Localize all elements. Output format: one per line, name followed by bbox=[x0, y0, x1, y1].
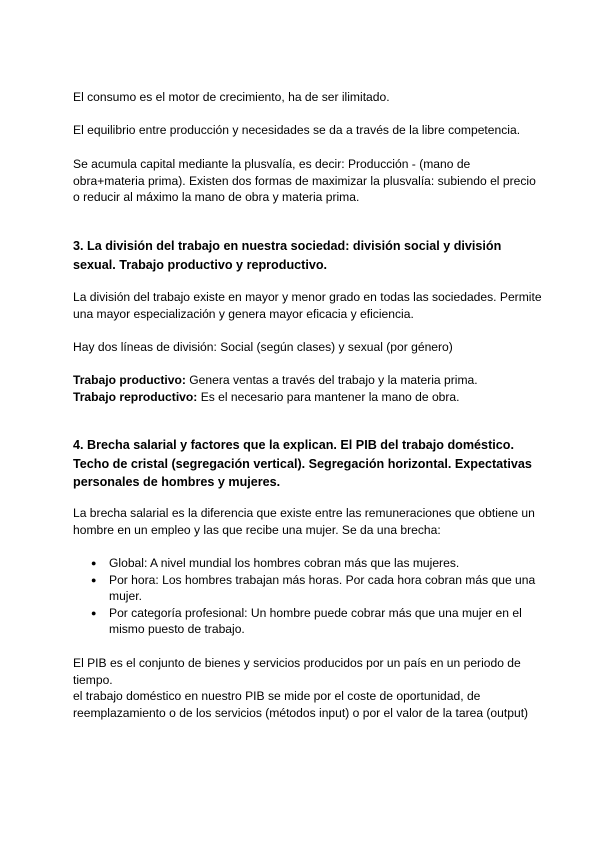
text-trabajo-productivo: Genera ventas a través del trabajo y la materia prima. bbox=[185, 373, 478, 387]
paragraph-division-trabajo: La división del trabajo existe en mayor y menor grado en todas las sociedades. Permite una mayor especialización y genera mayor eficacia y eficiencia. bbox=[73, 290, 542, 321]
bullet-icon: ● bbox=[91, 574, 97, 585]
label-trabajo-productivo: Trabajo productivo: bbox=[73, 373, 186, 387]
bullet-list-brechas bbox=[73, 555, 543, 638]
list-item bbox=[73, 605, 543, 638]
label-trabajo-reproductivo: Trabajo reproductivo: bbox=[73, 389, 198, 404]
bullet-icon: ● bbox=[91, 558, 97, 568]
paragraph-lineas-division: Hay dos líneas de división: Social (según clases) y sexual (por género) bbox=[73, 340, 453, 354]
paragraph-plusvalia: Se acumula capital mediante la plusvalía, es decir: Producción - (mano de obra+materia prima). Existen dos formas de maximizar la plusvalía: subiendo el precio o reducir al máximo la mano de obra y materia prima. bbox=[73, 157, 536, 204]
paragraph-trabajo-tipos bbox=[73, 372, 543, 405]
list-item bbox=[73, 572, 543, 605]
paragraph-trabajo-domestico-pib: el trabajo doméstico en nuestro PIB se mide por el coste de oportunidad, de reemplazamiento o de los servicios (métodos input) o por el valor de la tarea (output) bbox=[73, 689, 529, 720]
list-item bbox=[73, 555, 543, 572]
bullet-text: Por categoría profesional: Un hombre puede cobrar más que una mujer en el mismo puesto de trabajo. bbox=[109, 605, 522, 636]
heading-section-4: 4. Brecha salarial y factores que la explican. El PIB del trabajo doméstico. Techo de cristal (segregación vertical). Segregación horizontal. Expectativas personales de hombres y mujeres. bbox=[73, 438, 532, 489]
text-trabajo-reproductivo: Es el necesario para mantener la mano de obra. bbox=[197, 389, 460, 404]
bullet-text: Global: A nivel mundial los hombres cobran más que las mujeres. bbox=[109, 556, 460, 570]
bullet-text: Por hora: Los hombres trabajan más horas. Por cada hora cobran más que una mujer. bbox=[109, 572, 536, 603]
paragraph-equilibrio: El equilibrio entre producción y necesidades se da a través de la libre competencia. bbox=[73, 123, 521, 137]
paragraph-brecha-salarial: La brecha salarial es la diferencia que existe entre las remuneraciones que obtiene un hombre en un empleo y las que recibe una mujer. Se da una brecha: bbox=[73, 506, 535, 537]
heading-section-3: 3. La división del trabajo en nuestra sociedad: división social y división sexual. Trabajo productivo y reproductivo. bbox=[73, 239, 502, 272]
paragraph-consumo: El consumo es el motor de crecimiento, ha de ser ilimitado. bbox=[73, 90, 390, 104]
paragraph-pib: El PIB es el conjunto de bienes y servicios producidos por un país en un periodo de tiempo. bbox=[73, 656, 521, 687]
bullet-icon: ● bbox=[91, 607, 97, 618]
